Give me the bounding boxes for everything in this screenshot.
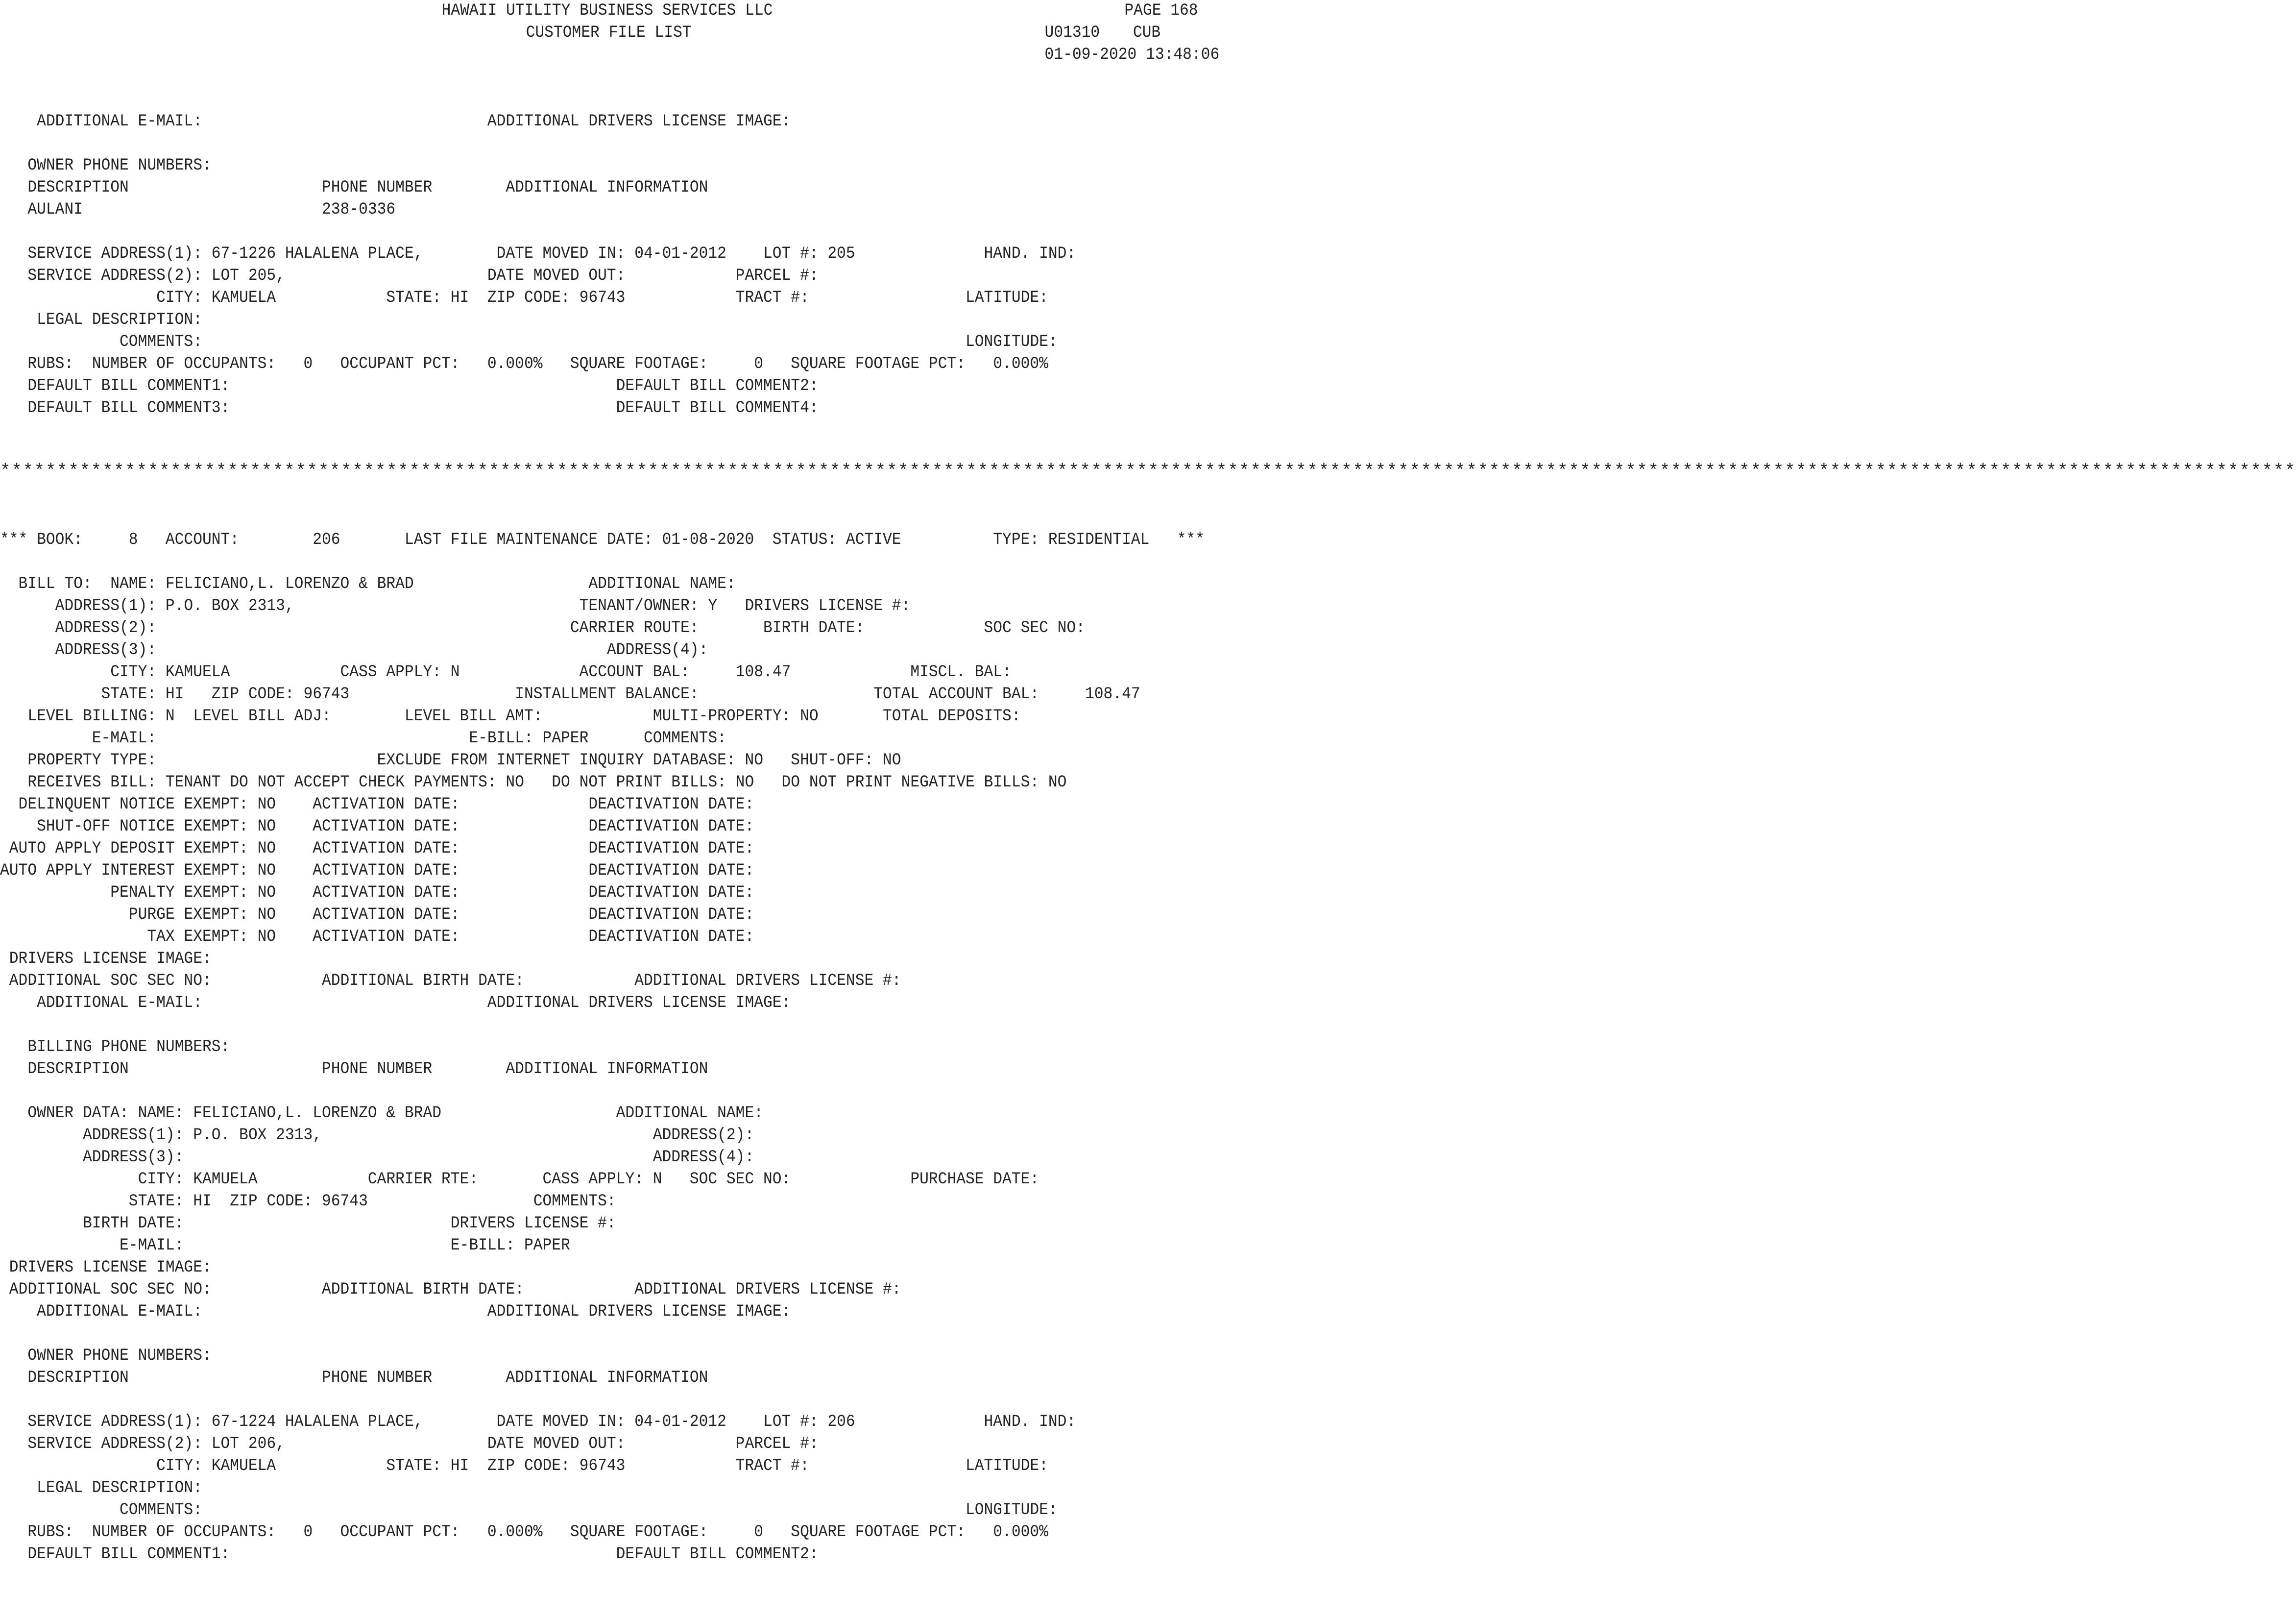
phone-columns-header: DESCRIPTION PHONE NUMBER ADDITIONAL INFORMATION: [0, 178, 708, 197]
legal-description-line-2: LEGAL DESCRIPTION:: [0, 1479, 202, 1497]
run-datetime: 01-09-2020 13:48:06: [1044, 46, 1220, 64]
owner-phone-numbers-heading: OWNER PHONE NUMBERS:: [0, 156, 212, 175]
comments-line-2: COMMENTS: LONGITUDE:: [0, 1501, 1058, 1519]
owner-phone-columns-header-2: DESCRIPTION PHONE NUMBER ADDITIONAL INFORMATION: [0, 1369, 708, 1387]
additional-soc-sec-line: ADDITIONAL SOC SEC NO: ADDITIONAL BIRTH DATE: ADDITIONAL DRIVERS LICENSE #:: [0, 972, 901, 990]
report-header-datetime-line: [0, 44, 1220, 66]
bill-to-name-line: BILL TO: NAME: FELICIANO,L. LORENZO & BRAD ADDITIONAL NAME:: [0, 575, 736, 593]
purge-exempt-line: PURGE EXEMPT: NO ACTIVATION DATE: DEACTIVATION DATE:: [0, 906, 754, 924]
tax-exempt-line: TAX EXEMPT: NO ACTIVATION DATE: DEACTIVATION DATE:: [0, 928, 754, 946]
owner-data-name-line: OWNER DATA: NAME: FELICIANO,L. LORENZO & BRAD ADDITIONAL NAME:: [0, 1104, 764, 1123]
service-address-2-line: SERVICE ADDRESS(2): LOT 205, DATE MOVED OUT: PARCEL #:: [0, 267, 819, 285]
bill-to-address-2-line: ADDRESS(2): CARRIER ROUTE: BIRTH DATE: SOC SEC NO:: [0, 619, 1085, 637]
additional-email-line: ADDITIONAL E-MAIL: ADDITIONAL DRIVERS LICENSE IMAGE:: [0, 112, 791, 131]
delinquent-notice-exempt-line: DELINQUENT NOTICE EXEMPT: NO ACTIVATION DATE: DEACTIVATION DATE:: [0, 795, 754, 814]
report-header-company-line: [0, 0, 1198, 22]
bill-to-city-line: CITY: KAMUELA CASS APPLY: N ACCOUNT BAL: 108.47 MISCL. BAL:: [0, 663, 1012, 682]
shut-off-notice-exempt-line: SHUT-OFF NOTICE EXEMPT: NO ACTIVATION DATE: DEACTIVATION DATE:: [0, 817, 754, 836]
comments-line: COMMENTS: LONGITUDE:: [0, 333, 1058, 351]
receives-bill-line: RECEIVES BILL: TENANT DO NOT ACCEPT CHECK PAYMENTS: NO DO NOT PRINT BILLS: NO DO NOT PRINT NEGATIVE BILLS: NO: [0, 773, 1067, 792]
owner-additional-email-line: ADDITIONAL E-MAIL: ADDITIONAL DRIVERS LICENSE IMAGE:: [0, 1302, 791, 1321]
owner-phone-numbers-heading-2: OWNER PHONE NUMBERS:: [0, 1347, 212, 1365]
default-bill-comment-1-2-b: DEFAULT BILL COMMENT1: DEFAULT BILL COMMENT2:: [0, 1545, 819, 1564]
service-address-2-line-2: SERVICE ADDRESS(2): LOT 206, DATE MOVED OUT: PARCEL #:: [0, 1435, 819, 1453]
auto-apply-deposit-exempt-line: AUTO APPLY DEPOSIT EXEMPT: NO ACTIVATION DATE: DEACTIVATION DATE:: [0, 839, 754, 858]
level-billing-line: LEVEL BILLING: N LEVEL BILL ADJ: LEVEL BILL AMT: MULTI-PROPERTY: NO TOTAL DEPOSITS:: [0, 707, 1021, 726]
service-city-line-2: CITY: KAMUELA STATE: HI ZIP CODE: 96743 TRACT #: LATITUDE:: [0, 1457, 1048, 1475]
drivers-license-image-line: DRIVERS LICENSE IMAGE:: [0, 950, 212, 968]
email-ebill-line: E-MAIL: E-BILL: PAPER COMMENTS:: [0, 729, 726, 748]
phone-row: AULANI 238-0336: [0, 200, 396, 219]
service-city-line: CITY: KAMUELA STATE: HI ZIP CODE: 96743 TRACT #: LATITUDE:: [0, 289, 1048, 307]
account-header-line: *** BOOK: 8 ACCOUNT: 206 LAST FILE MAINTENANCE DATE: 01-08-2020 STATUS: ACTIVE TYPE: RESIDENTIAL ***: [0, 531, 1205, 549]
owner-additional-soc-sec-line: ADDITIONAL SOC SEC NO: ADDITIONAL BIRTH DATE: ADDITIONAL DRIVERS LICENSE #:: [0, 1280, 901, 1299]
property-type-line: PROPERTY TYPE: EXCLUDE FROM INTERNET INQUIRY DATABASE: NO SHUT-OFF: NO: [0, 751, 901, 770]
company-name: HAWAII UTILITY BUSINESS SERVICES LLC: [441, 1, 773, 20]
owner-city-line: CITY: KAMUELA CARRIER RTE: CASS APPLY: N SOC SEC NO: PURCHASE DATE:: [0, 1170, 1039, 1189]
rubs-line: RUBS: NUMBER OF OCCUPANTS: 0 OCCUPANT PCT: 0.000% SQUARE FOOTAGE: 0 SQUARE FOOTAGE PCT: 0.000%: [0, 355, 1048, 373]
owner-birth-date-line: BIRTH DATE: DRIVERS LICENSE #:: [0, 1214, 616, 1233]
owner-drivers-license-image-line: DRIVERS LICENSE IMAGE:: [0, 1258, 212, 1277]
billing-phone-numbers-heading: BILLING PHONE NUMBERS:: [0, 1038, 230, 1056]
module-code: CUB: [1133, 24, 1161, 42]
owner-address-3-line: ADDRESS(3): ADDRESS(4):: [0, 1148, 754, 1167]
report-title: CUSTOMER FILE LIST: [526, 24, 692, 42]
rubs-line-2: RUBS: NUMBER OF OCCUPANTS: 0 OCCUPANT PCT: 0.000% SQUARE FOOTAGE: 0 SQUARE FOOTAGE PCT: 0.000%: [0, 1523, 1048, 1542]
default-bill-comment-1-2: DEFAULT BILL COMMENT1: DEFAULT BILL COMMENT2:: [0, 377, 819, 395]
record-separator: **********************************************************************************************************************************************************************************************************: [0, 461, 2296, 481]
service-address-1-line: SERVICE ADDRESS(1): 67-1226 HALALENA PLACE, DATE MOVED IN: 04-01-2012 LOT #: 205 HAND. IND:: [0, 245, 1076, 263]
legal-description-line: LEGAL DESCRIPTION:: [0, 311, 202, 329]
program-code: U01310: [1044, 24, 1100, 42]
billing-phone-columns-header: DESCRIPTION PHONE NUMBER ADDITIONAL INFORMATION: [0, 1060, 708, 1078]
owner-address-1-line: ADDRESS(1): P.O. BOX 2313, ADDRESS(2):: [0, 1126, 754, 1145]
bill-to-address-3-line: ADDRESS(3): ADDRESS(4):: [0, 641, 708, 660]
bill-to-address-1-line: ADDRESS(1): P.O. BOX 2313, TENANT/OWNER: Y DRIVERS LICENSE #:: [0, 597, 911, 615]
owner-email-line: E-MAIL: E-BILL: PAPER: [0, 1236, 570, 1255]
owner-state-line: STATE: HI ZIP CODE: 96743 COMMENTS:: [0, 1192, 616, 1211]
page-number: PAGE 168: [1124, 1, 1198, 20]
default-bill-comment-3-4: DEFAULT BILL COMMENT3: DEFAULT BILL COMMENT4:: [0, 399, 819, 417]
additional-email-line-2: ADDITIONAL E-MAIL: ADDITIONAL DRIVERS LICENSE IMAGE:: [0, 994, 791, 1012]
report-header-title-line: [0, 22, 1161, 44]
penalty-exempt-line: PENALTY EXEMPT: NO ACTIVATION DATE: DEACTIVATION DATE:: [0, 883, 754, 902]
service-address-1-line-2: SERVICE ADDRESS(1): 67-1224 HALALENA PLACE, DATE MOVED IN: 04-01-2012 LOT #: 206 HAND. IND:: [0, 1413, 1076, 1431]
auto-apply-interest-exempt-line: AUTO APPLY INTEREST EXEMPT: NO ACTIVATION DATE: DEACTIVATION DATE:: [0, 861, 754, 880]
bill-to-state-line: STATE: HI ZIP CODE: 96743 INSTALLMENT BALANCE: TOTAL ACCOUNT BAL: 108.47: [0, 685, 1140, 704]
